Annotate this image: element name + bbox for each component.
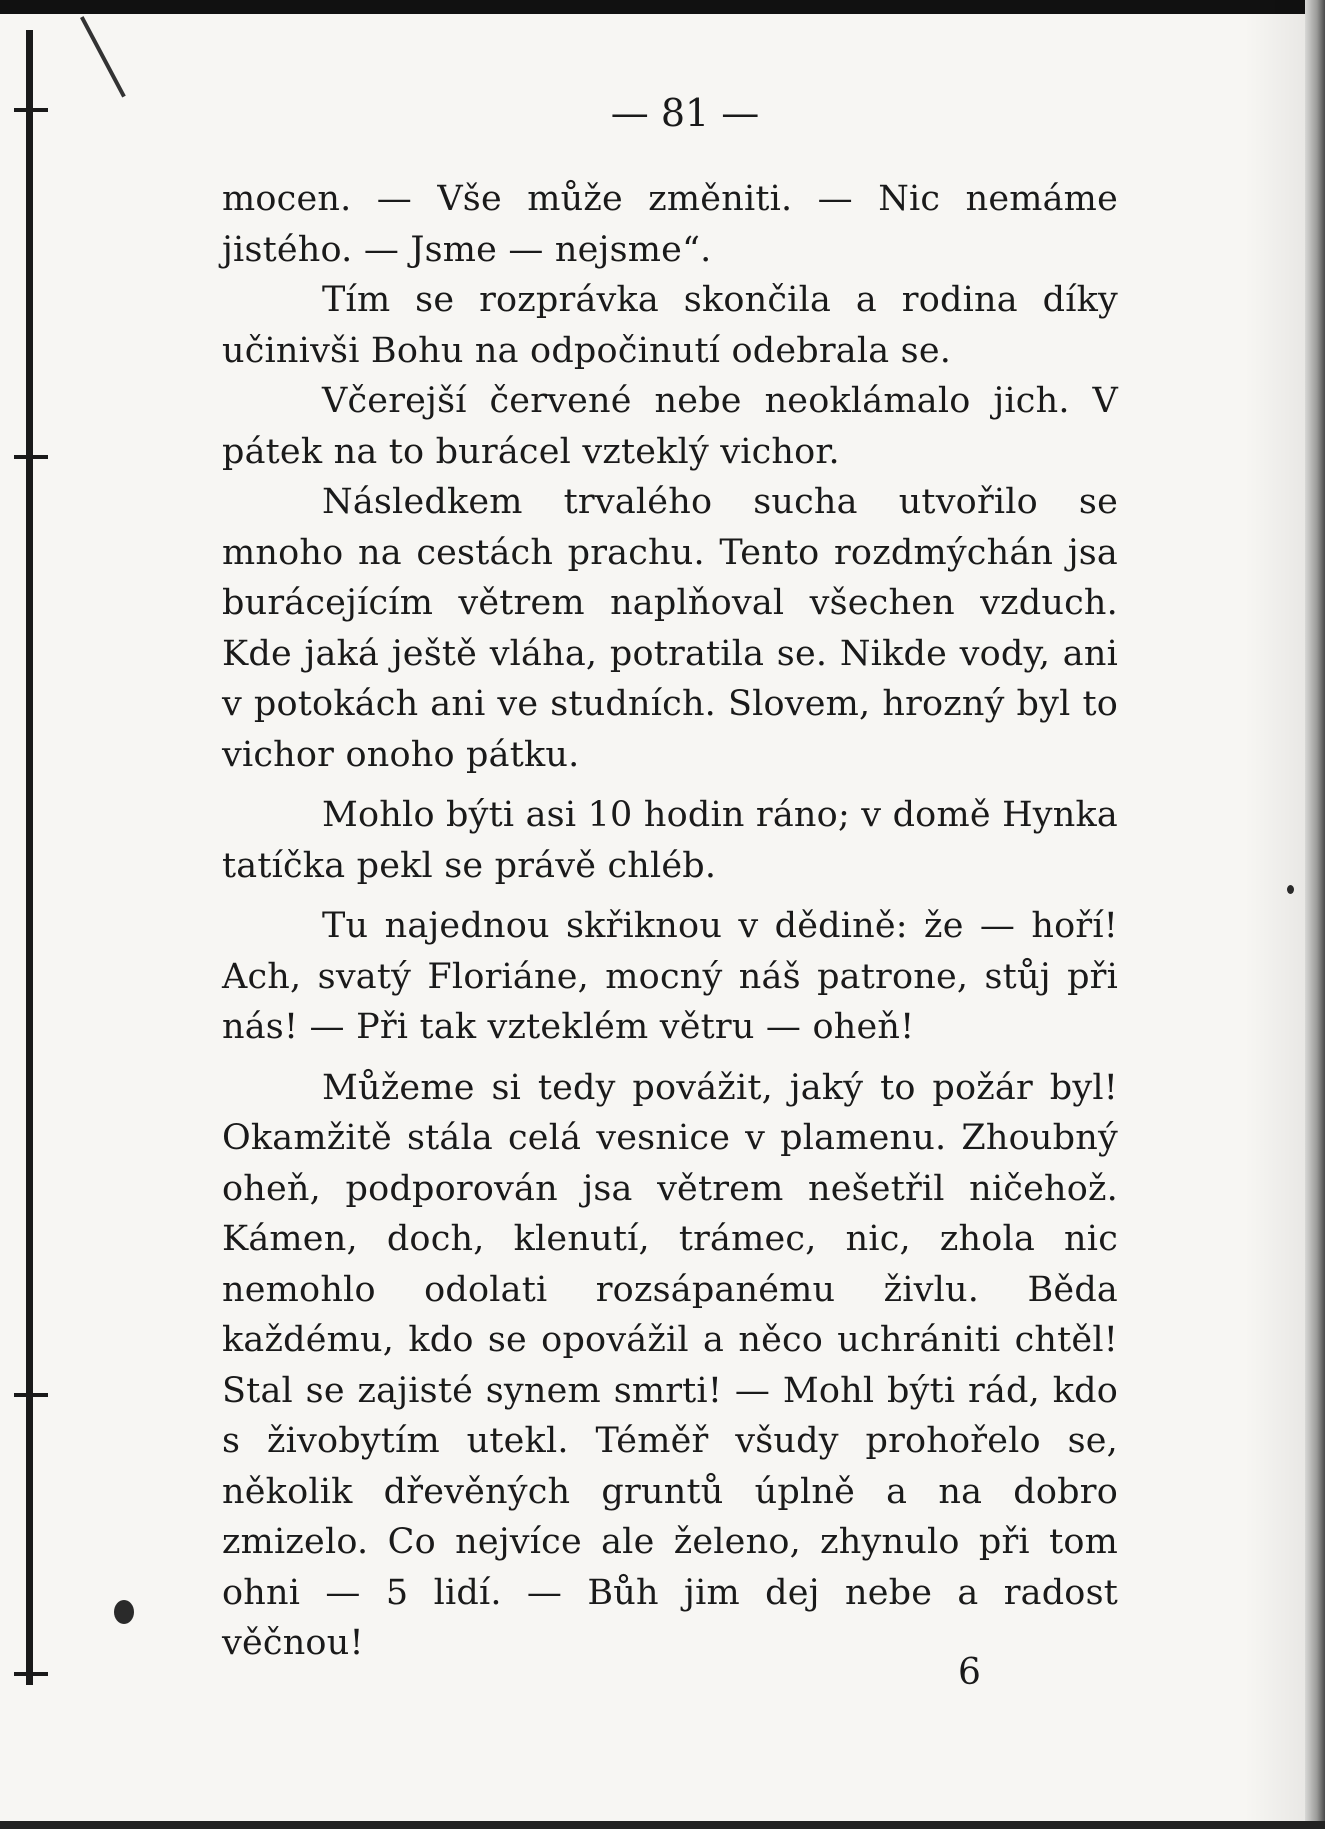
binding-tick [14, 108, 48, 112]
scan-bottom-edge [0, 1821, 1325, 1829]
text-block [222, 88, 1118, 1669]
binding-tick [14, 1672, 48, 1676]
scan-top-edge [0, 0, 1325, 14]
binding-tick [14, 1393, 48, 1397]
binding-edge-line [26, 30, 33, 1685]
ink-blot [114, 1600, 134, 1624]
paragraph-3: Včerejší červené nebe neoklámalo jich. V pátek na to burácel vzteklý vichor. [222, 381, 1118, 472]
scan-right-edge [1305, 0, 1325, 1829]
paragraph-6: Tu najednou skřiknou v dědině: že — hoří! Ach, svatý Floriáne, mocný náš patrone, stůj při nás! — Při tak vzteklém větru — oheň! [222, 906, 1118, 1047]
paragraph-2: Tím se rozprávka skončila a rodina díky učinivši Bohu na odpočinutí odebrala se. [222, 280, 1118, 371]
corner-ink-stroke [80, 16, 126, 97]
paragraph-4: Následkem trvalého sucha utvořilo se mnoho na cestách prachu. Tento rozdmýchán jsa burácejícím větrem naplňoval všechen vzduch. Kde jaká ještě vláha, potratila se. Nikde vody, ani v potokách ani ve studních. Slovem, hrozný byl to vichor onoho pátku. [222, 482, 1118, 775]
paragraph-7: Můžeme si tedy povážit, jaký to požár byl! Okamžitě stála celá vesnice v plamenu. Zhoubný oheň, podporován jsa větrem nešetřil ničehož. Kámen, doch, klenutí, trámec, nic, zhola nic nemohlo odolati rozsápanému živlu. Běda každému, kdo se opovážil a něco uchrániti chtěl! Stal se zajisté synem smrti! — Mohl býti rád, kdo s živobytím utekl. Téměř všudy prohořelo se, několik dřevěných gruntů úplně a na dobro zmizelo. Co nejvíce ale želeno, zhynulo při tom ohni — 5 lidí. — Bůh jim dej nebe a radost věčnou! [222, 1067, 1118, 1663]
ink-speck [1287, 885, 1294, 894]
binding-tick [14, 455, 48, 459]
signature-mark: 6 [958, 1652, 981, 1693]
page-gutter-shadow [1245, 0, 1305, 1829]
page-number: — 81 — [610, 91, 760, 135]
paragraph-5: Mohlo býti asi 10 hodin ráno; v domě Hynka tatíčka pekl se právě chléb. [222, 795, 1118, 886]
paragraph-1: mocen. — Vše může změniti. — Nic nemáme jistého. — Jsme — nejsme“. [222, 179, 1118, 270]
